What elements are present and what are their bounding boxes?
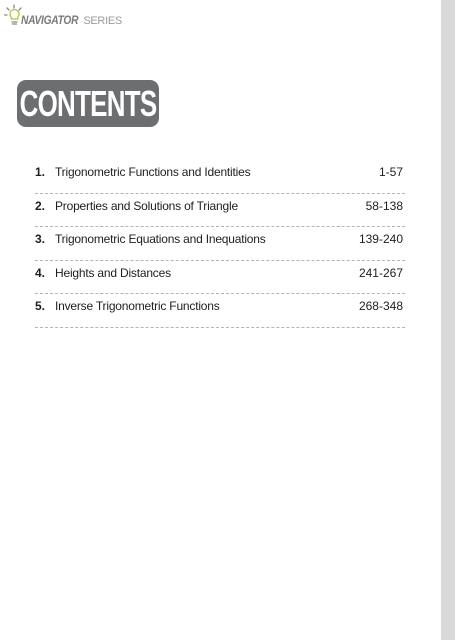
toc-item-number: 2.	[35, 198, 46, 213]
toc-item-pages: 139-240	[358, 232, 403, 246]
toc-item-title: Heights and Distances	[55, 265, 171, 280]
brand-series: SERIES	[83, 15, 122, 27]
brand-wordmark	[21, 13, 122, 27]
toc-item[interactable]	[35, 294, 405, 328]
toc-item-title: Trigonometric Equations and Inequations	[55, 232, 266, 246]
toc-item-pages: 241-267	[358, 265, 403, 280]
toc-item-title: Properties and Solutions of Triangle	[55, 198, 238, 213]
toc-item-title: Trigonometric Functions and Identities	[55, 165, 251, 179]
toc-item[interactable]	[35, 227, 405, 261]
contents-badge	[17, 80, 159, 127]
toc-item[interactable]	[35, 261, 405, 295]
toc-item-title: Inverse Trigonometric Functions	[55, 299, 220, 313]
brand-logo	[4, 4, 124, 34]
brand-name: NAVIGATOR	[21, 13, 79, 27]
toc-item[interactable]	[35, 160, 405, 194]
toc-item-pages: 58-138	[365, 198, 403, 213]
toc-item[interactable]	[35, 194, 405, 228]
toc-item-number: 5.	[35, 299, 46, 313]
table-of-contents	[35, 160, 405, 328]
contents-heading: CONTENTS	[19, 82, 157, 124]
page-edge-strip	[441, 0, 455, 640]
toc-item-pages: 268-348	[358, 299, 403, 313]
toc-item-number: 4.	[35, 265, 46, 280]
toc-item-pages: 1-57	[378, 165, 403, 179]
toc-item-number: 1.	[35, 165, 46, 179]
toc-item-number: 3.	[35, 232, 46, 246]
